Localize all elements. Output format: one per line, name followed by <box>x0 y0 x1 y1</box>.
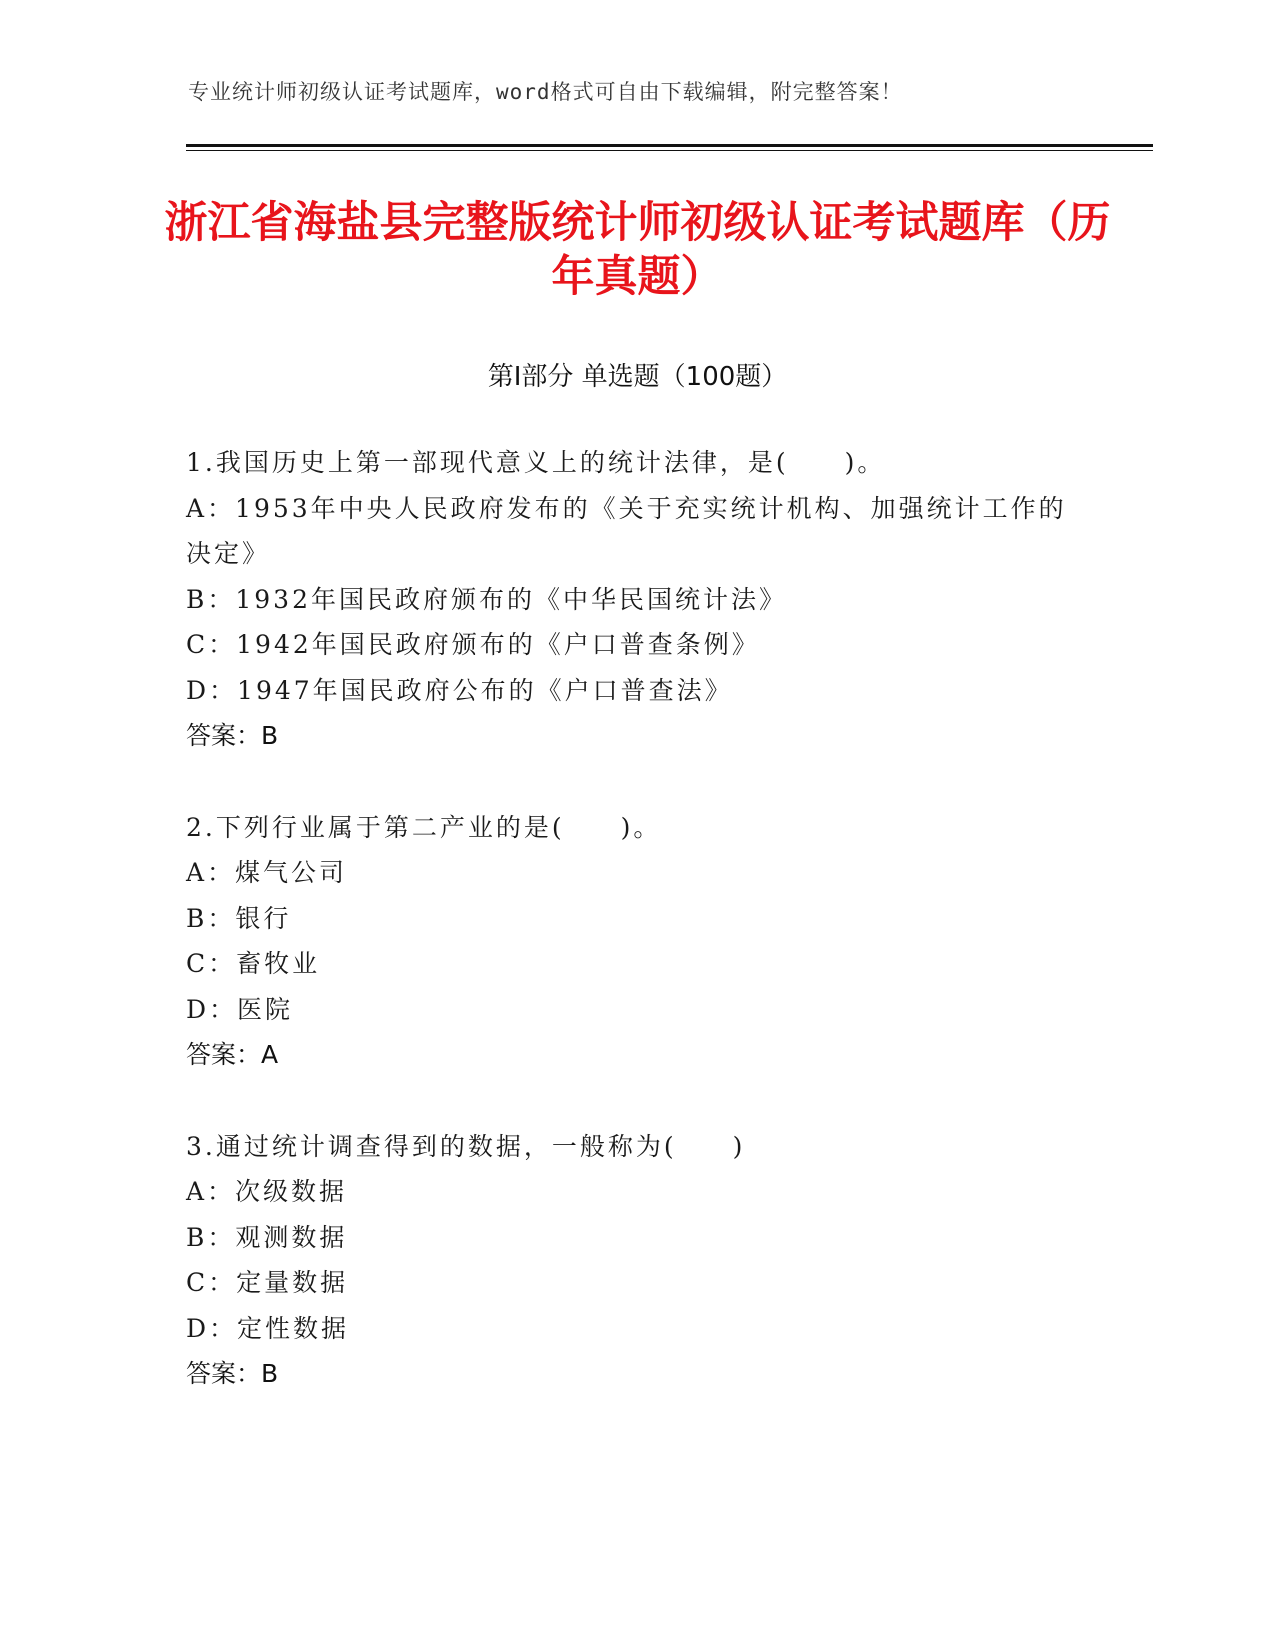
question-stem: 2.下列行业属于第二产业的是( )。 <box>186 812 662 842</box>
question-1 <box>186 440 1086 759</box>
option-a: A：1953年中央人民政府发布的《关于充实统计机构、加强统计工作的决定》 <box>186 493 1067 568</box>
section-title: 第Ⅰ部分 单选题（100题） <box>487 362 788 392</box>
document-title: 浙江省海盐县完整版统计师初级认证考试题库（历年真题） <box>164 198 1111 302</box>
option-a: A：次级数据 <box>186 1177 348 1206</box>
header-rule-thin <box>186 150 1153 151</box>
answer: 答案：B <box>186 721 279 750</box>
option-c: C：1942年国民政府颁布的《户口普查条例》 <box>186 630 760 659</box>
question-3 <box>186 1124 1086 1397</box>
option-b: B：1932年国民政府颁布的《中华民国统计法》 <box>186 584 787 614</box>
answer: 答案：B <box>186 1359 279 1388</box>
option-a: A：煤气公司 <box>186 858 348 887</box>
question-stem: 3.通过统计调查得到的数据，一般称为( ) <box>186 1131 746 1161</box>
answer: 答案：A <box>186 1040 279 1069</box>
option-d: D：定性数据 <box>186 1313 350 1343</box>
question-2 <box>186 805 1086 1078</box>
header-rule-thick <box>186 144 1153 147</box>
option-c: C：定量数据 <box>186 1268 349 1297</box>
question-stem: 1.我国历史上第一部现代意义上的统计法律，是( )。 <box>186 448 886 477</box>
header-note: 专业统计师初级认证考试题库，word格式可自由下载编辑，附完整答案！ <box>188 80 903 104</box>
option-b: B：银行 <box>186 903 292 933</box>
option-d: D：1947年国民政府公布的《户口普查法》 <box>186 675 733 705</box>
question-list <box>186 440 1086 1443</box>
option-c: C：畜牧业 <box>186 949 321 978</box>
option-d: D：医院 <box>186 994 294 1024</box>
option-b: B：观测数据 <box>186 1222 348 1252</box>
